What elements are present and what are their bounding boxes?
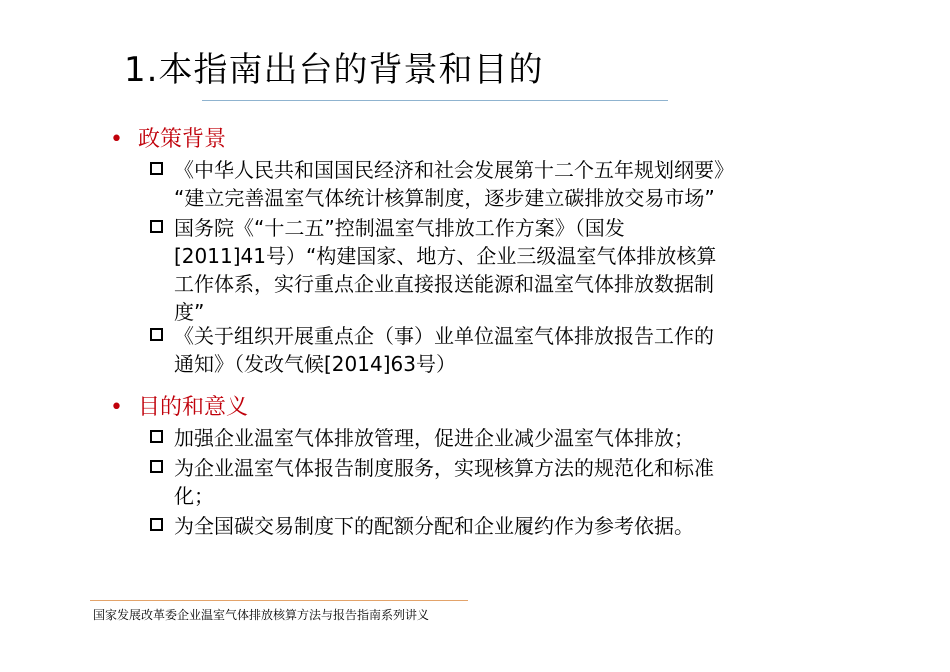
item-line: 化； <box>174 484 214 508</box>
footer-text: 国家发展改革委企业温室气体排放核算方法与报告指南系列讲义 <box>93 608 430 622</box>
footer-divider <box>90 600 468 601</box>
list-item <box>150 454 830 510</box>
item-line: 《中华人民共和国国民经济和社会发展第十二个五年规划纲要》 <box>174 158 734 182</box>
item-line: 加强企业温室气体排放管理，促进企业减少温室气体排放； <box>174 426 694 450</box>
bullet-icon: • <box>110 395 123 420</box>
section-heading-text: 目的和意义 <box>138 395 249 420</box>
checkbox-square-icon <box>150 518 163 531</box>
section-heading-purpose <box>110 390 248 421</box>
bullet-icon: • <box>110 127 123 152</box>
list-item <box>150 156 830 212</box>
section-heading-policy-background <box>110 122 226 153</box>
item-line: 工作体系，实行重点企业直接报送能源和温室气体排放数据制 <box>174 272 714 296</box>
item-line: 度” <box>174 300 205 324</box>
list-item <box>150 214 830 326</box>
title-divider <box>202 100 668 101</box>
item-line: “建立完善温室气体统计核算制度，逐步建立碳排放交易市场” <box>174 186 715 210</box>
item-line: 国务院《“十二五”控制温室气排放工作方案》（国发 <box>174 216 625 240</box>
item-line: 通知》（发改气候[2014]63号） <box>174 352 456 376</box>
slide-title: 1.本指南出台的背景和目的 <box>124 50 544 90</box>
section-heading-text: 政策背景 <box>138 127 227 152</box>
checkbox-square-icon <box>150 460 163 473</box>
checkbox-square-icon <box>150 220 163 233</box>
item-line: 为全国碳交易制度下的配额分配和企业履约作为参考依据。 <box>174 514 694 538</box>
list-item <box>150 424 830 452</box>
item-line: 为企业温室气体报告制度服务，实现核算方法的规范化和标准 <box>174 456 714 480</box>
item-line: [2011]41号）“构建国家、地方、企业三级温室气体排放核算 <box>174 244 717 268</box>
checkbox-square-icon <box>150 430 163 443</box>
item-line: 《关于组织开展重点企（事）业单位温室气体排放报告工作的 <box>174 324 714 348</box>
checkbox-square-icon <box>150 162 163 175</box>
checkbox-square-icon <box>150 328 163 341</box>
list-item <box>150 322 830 378</box>
list-item <box>150 512 830 540</box>
